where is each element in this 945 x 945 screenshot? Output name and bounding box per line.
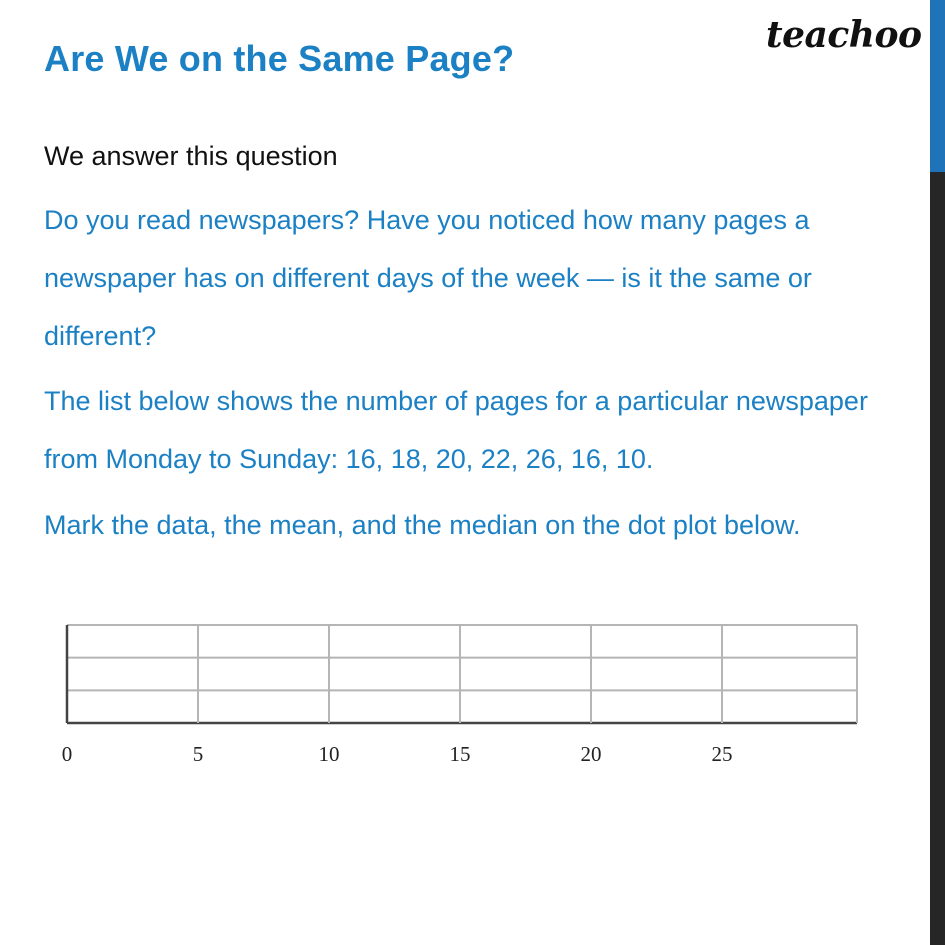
teachoo-logo: teachoo [766,14,922,56]
question-paragraph-2: The list below shows the number of pages for a particular newspaper from Monday to Sunday: 16, 18, 20, 22, 26, 16, 10. [44,386,868,474]
grid-lines [67,625,857,723]
tick-label: 0 [61,742,73,766]
question-paragraph-3: Mark the data, the mean, and the median on the dot plot below. [44,510,801,540]
tick-label: 15 [449,742,471,766]
tick-label: 5 [192,742,204,766]
tick-label: 20 [580,742,602,766]
tick-labels [62,742,733,766]
page-title: Are We on the Same Page? [44,38,515,79]
intro-text: We answer this question [44,141,338,171]
tick-label: 25 [711,742,733,766]
question-paragraph-1: Do you read newspapers? Have you noticed how many pages a newspaper has on different days of the week — is it the same or different? [44,205,812,351]
tick-label: 10 [318,742,340,766]
